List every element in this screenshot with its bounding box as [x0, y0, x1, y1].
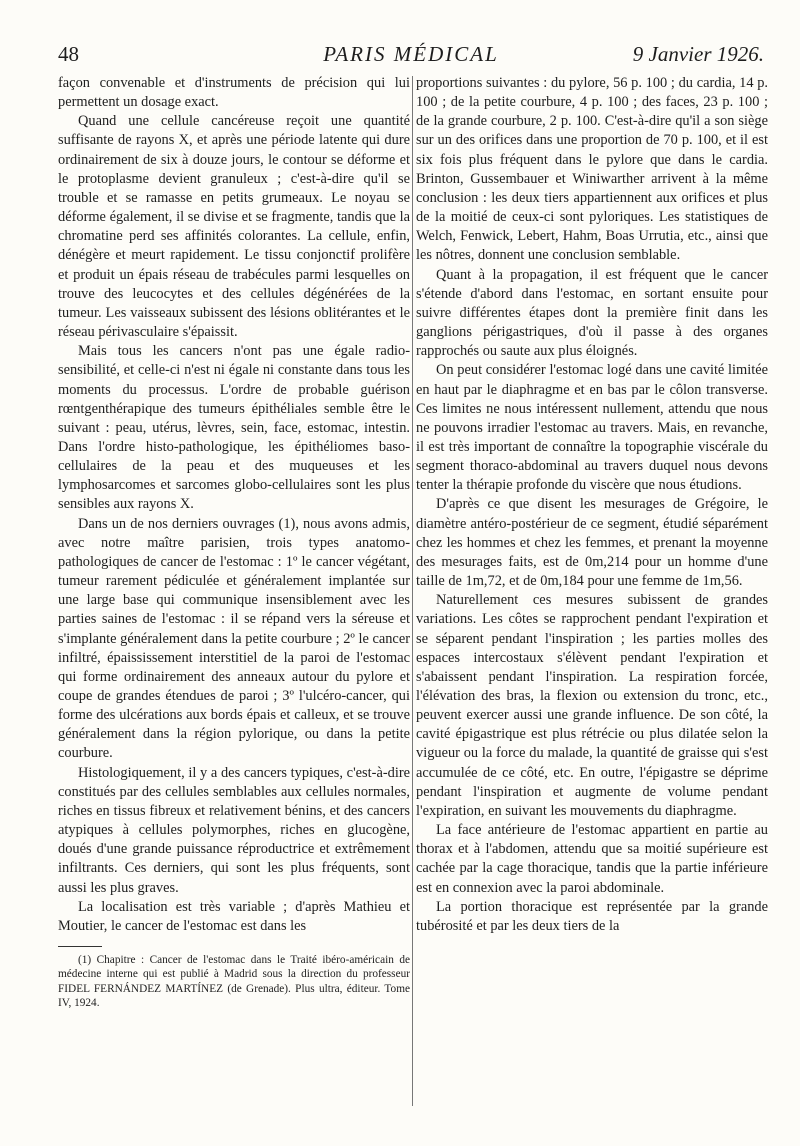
paragraph: On peut considérer l'estomac logé dans une cavité limitée en haut par le diaphragme et en bas par le côlon transverse. Ces limites ne nous intéressent nullement, attendu que nous ne pouvons irradier l'estomac au travers. Mais, en revanche, il est très important de connaître la topographie viscérale du segment thoraco-abdominal au travers duquel nous devons tenter la thérapie profonde du viscère que nous étudions. — [416, 362, 768, 494]
paragraph: Mais tous les cancers n'ont pas une égale radio-sensibilité, et celle-ci n'est ni égale ni constante dans tous les moments du processus. L'ordre de probable guérison rœntgenthérapique des tumeurs épithéliales semble être le suivant : peau, utérus, lèvres, sein, face, estomac, intestin. Dans l'ordre histo-pathologique, les épithéliomes baso-cellulaires de la peau et des muqueuses et les lymphosarcomes et sarcomes globo-cellulaires sont les plus sensibles aux rayons X. — [58, 343, 410, 513]
left-column — [58, 74, 410, 1011]
paragraph: proportions suivantes : du pylore, 56 p. 100 ; du cardia, 14 p. 100 ; de la petite courbure, 4 p. 100 ; des faces, 23 p. 100 ; de la grande courbure, 2 p. 100. C'est-à-dire qu'il a son siège sur un des orifices dans une proportion de 70 p. 100, et il est six fois plus fréquent dans le pylore que dans le cardia. Brinton, Gussembauer et Winiwarther arrivent à la même conclusion : les deux tiers appartiennent aux orifices et plus de la moitié de ceux-ci sont pyloriques. Les statistiques de Welch, Fenwick, Lebert, Hahm, Boas Urrutia, etc., ainsi que les nôtres, donnent une conclusion semblable. — [416, 75, 768, 264]
paragraph: Quant à la propagation, il est fréquent que le cancer s'étende d'abord dans l'estomac, en sortant ensuite pour suivre différentes étapes dont la première finit dans les ganglions périgastriques, d'où il passe à des organes rapprochés ou saute aux plus éloignés. — [416, 266, 768, 360]
right-column — [416, 74, 768, 936]
paragraph: Naturellement ces mesures subissent de grandes variations. Les côtes se rapprochent pendant l'expiration et se séparent pendant l'inspiration ; les parties molles des espaces intercostaux s'élèvent pendant l'expiration et s'abaissent pendant l'inspiration. La respiration forcée, l'élévation des bras, la flexion ou extension du tronc, etc., peuvent exercer aussi une grande influence. De son côté, la cavité épigastrique est plus rétrécie ou plus dilatée selon la vigueur ou la force du malade, la quantité de graisse qui s'est accumulée de ce côté, etc. En outre, l'épigastre se déprime pendant l'inspiration et augmente de volume pendant l'expiration, en suivant les mouvements du diaphragme. — [416, 592, 768, 819]
paragraph: Histologiquement, il y a des cancers typiques, c'est-à-dire constitués par des cellules semblables aux cellules normales, riches en tissus fibreux et relativement bénins, et des cancers atypiques à cellules polymorphes, riches en glucogène, doués d'une grande puissance réproductrice et extrêmement infiltrants. Ces derniers, qui sont les plus fréquents, sont aussi les plus graves. — [58, 764, 410, 896]
paragraph: La portion thoracique est représentée par la grande tubérosité et par les deux tiers de la — [416, 898, 768, 934]
paragraph: D'après ce que disent les mesurages de Grégoire, le diamètre antéro-postérieur de ce segment, étudié séparément chez les hommes et chez les femmes, et prenant la moyenne des mesurages faits, est de 0m,214 pour un homme d'une taille de 1m,72, et de 0m,184 pour une femme de 1m,56. — [416, 496, 768, 590]
paragraph: La localisation est très variable ; d'après Mathieu et Moutier, le cancer de l'estomac est dans les — [58, 898, 410, 934]
paragraph: Dans un de nos derniers ouvrages (1), nous avons admis, avec notre maître parisien, trois types anatomo-pathologiques de cancer de l'estomac : 1º le cancer végétant, tumeur rarement pédiculée et généralement implantée sur une large base qui communique insensiblement avec les parties saines de l'estomac : il se répand vers la séreuse et s'implante généralement dans la petite courbure ; 2º le cancer infiltré, épaississement interstitiel de la paroi de l'estomac qui forme ordinairement des anneaux autour du pylore et coupe de grandes étendues de paroi ; 3º l'ulcéro-cancer, qui forme des ulcérations aux bords épais et calleux, et se trouve généralement dans la région pylorique, ou dans la petite courbure. — [58, 515, 410, 762]
footnote: (1) Chapitre : Cancer de l'estomac dans le Traité ibéro-américain de médecine interne qui est publié à Madrid sous la direction du professeur FIDEL FERNÁNDEZ MARTÍNEZ (de Grenade). Plus ultra, éditeur. Tome IV, 1924. — [58, 954, 410, 1010]
paragraph: façon convenable et d'instruments de précision qui lui permettent un dosage exact. — [58, 75, 410, 111]
page-header — [58, 40, 764, 68]
paragraph: La face antérieure de l'estomac appartient en partie au thorax et à l'abdomen, attendu que sa moitié supérieure est cachée par la cage thoracique, tandis que la partie inférieure est en connexion avec la paroi abdominale. — [416, 822, 768, 896]
journal-title: PARIS MÉDICAL — [323, 42, 499, 66]
paragraph: Quand une cellule cancéreuse reçoit une quantité suffisante de rayons X, et après une période latente qui dure ordinairement de six à douze jours, le contour se déforme et le protoplasme devient granuleux ; c'est-à-dire qu'il se trouble et se ramasse en petits grumeaux. Le noyau se déforme également, il se divise et se fragmente, tandis que la chromatine perd ses affinités colorantes. La cellule, enfin, dénégère et meurt rapidement. Le tissu conjonctif prolifère et produit un épais réseau de trabécules parmi lesquelles on trouve des leucocytes et des cellules dégénérées de la tumeur. Les vaisseaux subissent des lésions oblitérantes et le réseau périvasculaire s'épaissit. — [58, 113, 410, 341]
column-divider — [412, 76, 413, 1106]
page-number: 48 — [58, 42, 79, 66]
footnote-divider — [58, 946, 102, 947]
issue-date: 9 Janvier 1926. — [632, 42, 764, 66]
